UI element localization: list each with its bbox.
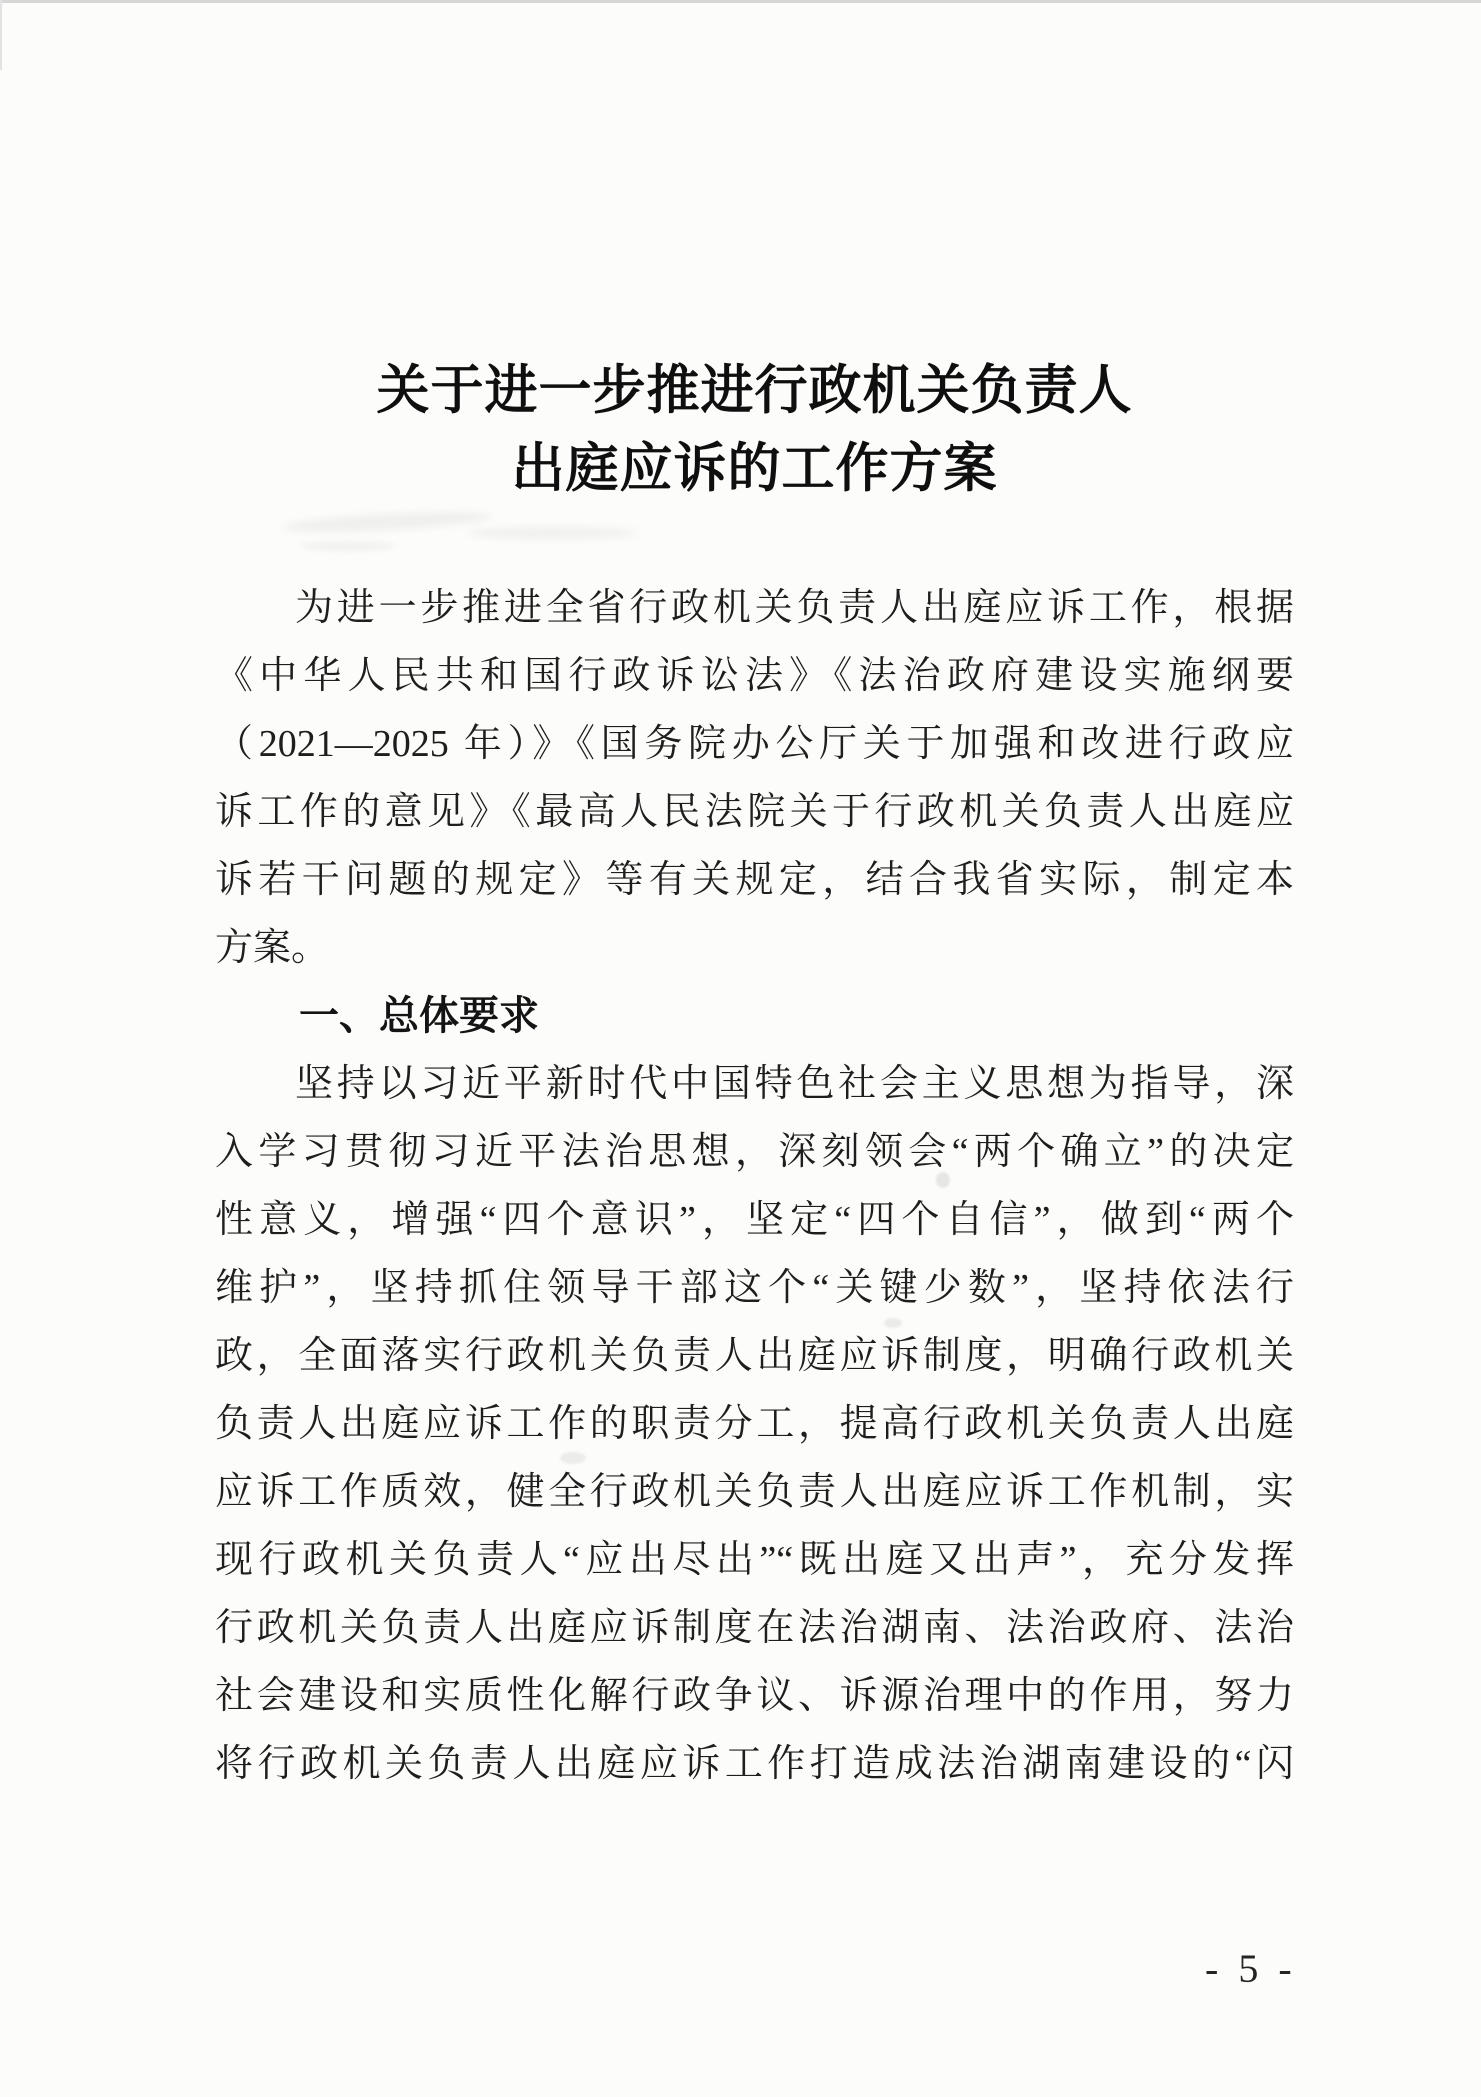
text-line: 社会建设和实质性化解行政争议、诉源治理中的作用，努力	[215, 1675, 1294, 1717]
document-title-line-1: 关于进一步推进行政机关负责人	[376, 362, 1133, 420]
text-line: 坚持以习近平新时代中国特色社会主义思想为指导，深	[295, 1063, 1294, 1105]
text-line: 负责人出庭应诉工作的职责分工，提高行政机关负责人出庭	[215, 1403, 1294, 1445]
document-title-line-2: 出庭应诉的工作方案	[511, 440, 998, 498]
text-line: 政，全面落实行政机关负责人出庭应诉制度，明确行政机关	[215, 1335, 1294, 1377]
text-line: 行政机关负责人出庭应诉制度在法治湖南、法治政府、法治	[215, 1607, 1294, 1649]
page-number: - 5 -	[1205, 1946, 1297, 1991]
text-line: 为进一步推进全省行政机关负责人出庭应诉工作，根据	[295, 587, 1294, 629]
section-1-heading: 一、总体要求	[299, 994, 539, 1038]
text-line: 应诉工作质效，健全行政机关负责人出庭应诉工作机制，实	[215, 1471, 1294, 1513]
text-line: 维护”，坚持抓住领导干部这个“关键少数”，坚持依法行	[215, 1267, 1294, 1309]
text-line: 《中华人民共和国行政诉讼法》《法治政府建设实施纲要	[215, 655, 1294, 697]
scan-smudge	[282, 509, 493, 536]
scan-smudge	[468, 527, 638, 539]
text-line: 现行政机关负责人“应出尽出”“既出庭又出声”，充分发挥	[215, 1539, 1294, 1581]
scan-smudge	[300, 541, 395, 551]
scan-edge-left	[0, 0, 2, 70]
document-title	[215, 352, 1294, 508]
scan-edge-top	[0, 0, 1481, 3]
text-line: 诉工作的意见》《最高人民法院关于行政机关负责人出庭应	[215, 791, 1294, 833]
text-line: 入学习贯彻习近平法治思想，深刻领会“两个确立”的决定	[215, 1131, 1294, 1173]
text-line: 性意义，增强“四个意识”，坚定“四个自信”，做到“两个	[215, 1199, 1294, 1241]
text-line: 诉若干问题的规定》等有关规定，结合我省实际，制定本	[215, 859, 1294, 901]
text-line: 方案。	[215, 927, 330, 969]
document-body	[215, 574, 1294, 1798]
text-line: 将行政机关负责人出庭应诉工作打造成法治湖南建设的“闪	[215, 1743, 1294, 1785]
text-line: （2021—2025 年）》《国务院办公厅关于加强和改进行政应	[215, 723, 1294, 765]
